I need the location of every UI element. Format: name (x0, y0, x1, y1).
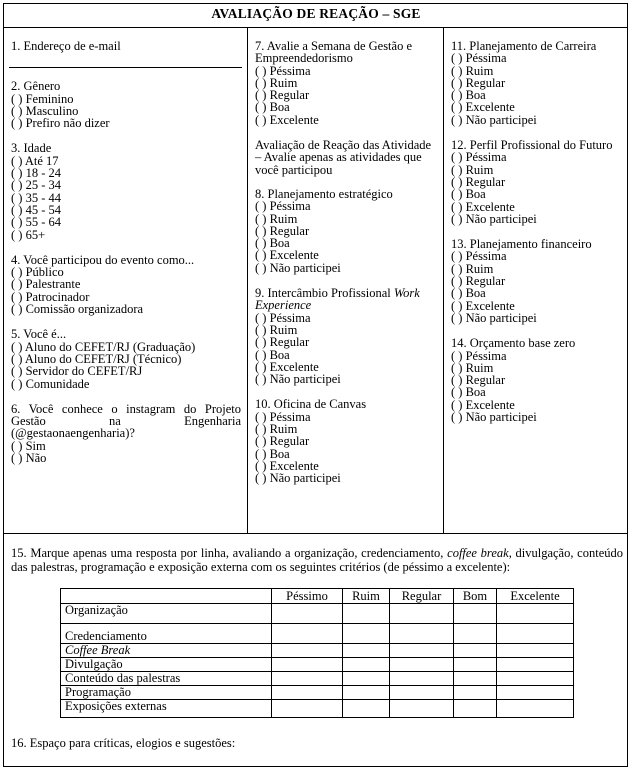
q14-option[interactable]: ( ) Péssima (451, 348, 507, 363)
column-1 (11, 40, 241, 464)
q11-option[interactable]: ( ) Ruim (451, 63, 494, 78)
grid-header-ruim: Ruim (343, 589, 390, 604)
column-divider-2 (443, 27, 444, 533)
q10-option[interactable]: ( ) Excelente (255, 458, 319, 473)
grid-cell[interactable] (390, 604, 454, 624)
grid-header-excelente: Excelente (497, 589, 574, 604)
q7-option[interactable]: ( ) Boa (255, 100, 290, 115)
q14-option[interactable]: ( ) Regular (451, 373, 506, 388)
q14-option[interactable]: ( ) Ruim (451, 360, 494, 375)
grid-cell[interactable] (272, 700, 343, 718)
q10-option[interactable]: ( ) Não participei (255, 471, 341, 486)
q1-label: 1. Endereço de e-mail (11, 39, 121, 53)
q5-option[interactable]: ( ) Servidor do CEFET/RJ (11, 364, 143, 379)
grid-row-label: Coffee Break (61, 644, 272, 658)
grid-row-label: Organização (61, 604, 272, 624)
q12-option[interactable]: ( ) Regular (451, 174, 506, 189)
grid-cell[interactable] (343, 700, 390, 718)
q9-option[interactable]: ( ) Não participei (255, 372, 341, 387)
q8-label: 8. Planejamento estratégico (255, 186, 393, 201)
grid-cell[interactable] (497, 672, 574, 686)
q3-option[interactable]: ( ) 45 - 54 (11, 202, 61, 217)
grid-cell[interactable] (497, 686, 574, 700)
q4-option[interactable]: ( ) Palestrante (11, 277, 81, 292)
q14-option[interactable]: ( ) Não participei (451, 410, 537, 425)
q3-label: 3. Idade (11, 141, 52, 156)
grid-cell[interactable] (343, 644, 390, 658)
grid-cell[interactable] (343, 658, 390, 672)
grid-row-label: Divulgação (61, 658, 272, 672)
grid-cell[interactable] (390, 644, 454, 658)
q4-label: 4. Você participou do evento como... (11, 252, 195, 267)
q11-option[interactable]: ( ) Boa (451, 88, 486, 103)
q13-label: 13. Planejamento financeiro (451, 237, 592, 252)
q15-text-italic: coffee break (447, 546, 509, 560)
q11-option[interactable]: ( ) Péssima (451, 51, 507, 66)
q7-option[interactable]: ( ) Regular (255, 88, 310, 103)
grid-cell[interactable] (343, 624, 390, 644)
q11-label: 11. Planejamento de Carreira (451, 39, 597, 53)
q13-option[interactable]: ( ) Não participei (451, 310, 537, 325)
q5-option[interactable]: ( ) Aluno do CEFET/RJ (Técnico) (11, 351, 182, 366)
grid-cell[interactable] (454, 644, 497, 658)
grid-header-row (61, 589, 574, 604)
q9-option[interactable]: ( ) Regular (255, 335, 310, 350)
q11-option[interactable]: ( ) Não participei (451, 112, 537, 127)
q8-option[interactable]: ( ) Ruim (255, 211, 298, 226)
q3-option[interactable]: ( ) 35 - 44 (11, 190, 61, 205)
q8-option[interactable]: ( ) Regular (255, 223, 310, 238)
grid-row-label: Programação (61, 686, 272, 700)
grid-cell[interactable] (343, 672, 390, 686)
grid-cell[interactable] (272, 604, 343, 624)
q14-label: 14. Orçamento base zero (451, 336, 576, 351)
q13-option[interactable]: ( ) Ruim (451, 261, 494, 276)
column-divider-1 (247, 27, 248, 533)
grid-cell[interactable] (343, 686, 390, 700)
q8-option[interactable]: ( ) Excelente (255, 248, 319, 263)
grid-header-bom: Bom (454, 589, 497, 604)
q9-option[interactable]: ( ) Ruim (255, 322, 298, 337)
q2-option[interactable]: ( ) Prefiro não dizer (11, 116, 110, 131)
q7-option[interactable]: ( ) Péssima (255, 63, 311, 78)
q10-option[interactable]: ( ) Boa (255, 446, 290, 461)
q10-option[interactable]: ( ) Péssima (255, 409, 311, 424)
grid-header-regular: Regular (390, 589, 454, 604)
column-2 (255, 40, 439, 485)
grid-row-label: Conteúdo das palestras (61, 672, 272, 686)
q8-option[interactable]: ( ) Não participei (255, 260, 341, 275)
grid-header-pessimo: Péssimo (272, 589, 343, 604)
q9-option[interactable]: ( ) Excelente (255, 359, 319, 374)
grid-cell[interactable] (343, 604, 390, 624)
form-title: AVALIAÇÃO DE REAÇÃO – SGE (211, 6, 421, 21)
rating-grid (60, 588, 574, 718)
section-divider (3, 533, 628, 534)
grid-row-label: Credenciamento (61, 624, 272, 644)
grid-cell[interactable] (454, 658, 497, 672)
grid-row (61, 700, 574, 718)
q9-option[interactable]: ( ) Boa (255, 347, 290, 362)
q13-option[interactable]: ( ) Péssima (451, 249, 507, 264)
grid-cell[interactable] (497, 700, 574, 718)
q3-option[interactable]: ( ) 55 - 64 (11, 215, 61, 230)
q7-option[interactable]: ( ) Ruim (255, 75, 298, 90)
q12-option[interactable]: ( ) Boa (451, 187, 486, 202)
q15-text-c: , divulgação, conteúdo das palestras, programação e exposição externa com os seguintes critérios (de péssimo a excelente): (11, 546, 623, 574)
grid-row (61, 686, 574, 700)
q6-option[interactable]: ( ) Não (11, 451, 47, 466)
grid-cell[interactable] (272, 672, 343, 686)
grid-cell[interactable] (454, 672, 497, 686)
grid-cell[interactable] (497, 658, 574, 672)
q3-option[interactable]: ( ) 65+ (11, 227, 46, 242)
q4-option[interactable]: ( ) Público (11, 265, 64, 280)
q16-label: 16. Espaço para críticas, elogios e sugestões: (11, 736, 236, 750)
q13-option[interactable]: ( ) Regular (451, 274, 506, 289)
q4-option[interactable]: ( ) Comissão organizadora (11, 302, 144, 317)
q15-label (11, 547, 623, 574)
q15-text-a: 15. Marque apenas uma resposta por linha, avaliando a organização, credenciamento, (11, 546, 448, 560)
q9-label-text: 9. Intercâmbio Profissional (255, 286, 394, 301)
grid-cell[interactable] (390, 624, 454, 644)
grid-cell[interactable] (390, 658, 454, 672)
q5-option[interactable]: ( ) Aluno do CEFET/RJ (Graduação) (11, 339, 196, 354)
q8-option[interactable]: ( ) Péssima (255, 199, 311, 214)
grid-row (61, 644, 574, 658)
grid-header-blank (61, 589, 272, 604)
grid-cell[interactable] (454, 686, 497, 700)
grid-cell[interactable] (454, 604, 497, 624)
q12-option[interactable]: ( ) Ruim (451, 162, 494, 177)
q14-option[interactable]: ( ) Boa (451, 385, 486, 400)
grid-row (61, 658, 574, 672)
grid-cell[interactable] (272, 658, 343, 672)
q6-option[interactable]: ( ) Sim (11, 438, 46, 453)
q2-option[interactable]: ( ) Masculino (11, 103, 79, 118)
grid-cell[interactable] (454, 700, 497, 718)
q7-label: 7. Avalie a Semana de Gestão e Empreendedorismo (255, 39, 413, 66)
grid-cell[interactable] (497, 604, 574, 624)
q13-option[interactable]: ( ) Boa (451, 286, 486, 301)
grid-row (61, 604, 574, 624)
q9-label-italic: Work Experience (255, 286, 420, 313)
q2-option[interactable]: ( ) Feminino (11, 91, 74, 106)
q3-option[interactable]: ( ) 25 - 34 (11, 178, 61, 193)
q5-option[interactable]: ( ) Comunidade (11, 376, 90, 391)
q9-label (255, 287, 439, 312)
q10-option[interactable]: ( ) Regular (255, 434, 310, 449)
grid-cell[interactable] (454, 624, 497, 644)
q3-option[interactable]: ( ) Até 17 (11, 153, 59, 168)
q4-option[interactable]: ( ) Patrocinador (11, 289, 90, 304)
q12-option[interactable]: ( ) Péssima (451, 150, 507, 165)
grid-row (61, 624, 574, 644)
grid-cell[interactable] (390, 686, 454, 700)
grid-cell[interactable] (272, 644, 343, 658)
q9-option[interactable]: ( ) Péssima (255, 310, 311, 325)
title-divider (3, 27, 628, 28)
q12-label: 12. Perfil Profissional do Futuro (451, 138, 613, 153)
q13-option[interactable]: ( ) Excelente (451, 298, 515, 313)
q10-option[interactable]: ( ) Ruim (255, 422, 298, 437)
q11-option[interactable]: ( ) Excelente (451, 100, 515, 115)
grid-row-label: Exposições externas (61, 700, 272, 718)
grid-row (61, 672, 574, 686)
q10-label: 10. Oficina de Canvas (255, 397, 367, 412)
q12-option[interactable]: ( ) Não participei (451, 211, 537, 226)
column-3 (451, 40, 623, 423)
q5-label: 5. Você é... (11, 327, 67, 342)
q8-option[interactable]: ( ) Boa (255, 236, 290, 251)
q11-option[interactable]: ( ) Regular (451, 75, 506, 90)
grid-cell[interactable] (390, 700, 454, 718)
grid-cell[interactable] (497, 624, 574, 644)
q3-option[interactable]: ( ) 18 - 24 (11, 166, 61, 181)
activities-intro: Avaliação de Reação das Atividade – Avalie apenas as atividades que você participou (255, 138, 432, 177)
q12-option[interactable]: ( ) Excelente (451, 199, 515, 214)
q2-label: 2. Gênero (11, 79, 61, 94)
grid-cell[interactable] (272, 624, 343, 644)
grid-cell[interactable] (497, 644, 574, 658)
grid-cell[interactable] (390, 672, 454, 686)
q6-label: 6. Você conhece o instagram do Projeto Gestão na Engenharia (@gestaonaengenharia)? (11, 401, 241, 441)
q7-option[interactable]: ( ) Excelente (255, 112, 319, 127)
grid-cell[interactable] (272, 686, 343, 700)
q14-option[interactable]: ( ) Excelente (451, 397, 515, 412)
